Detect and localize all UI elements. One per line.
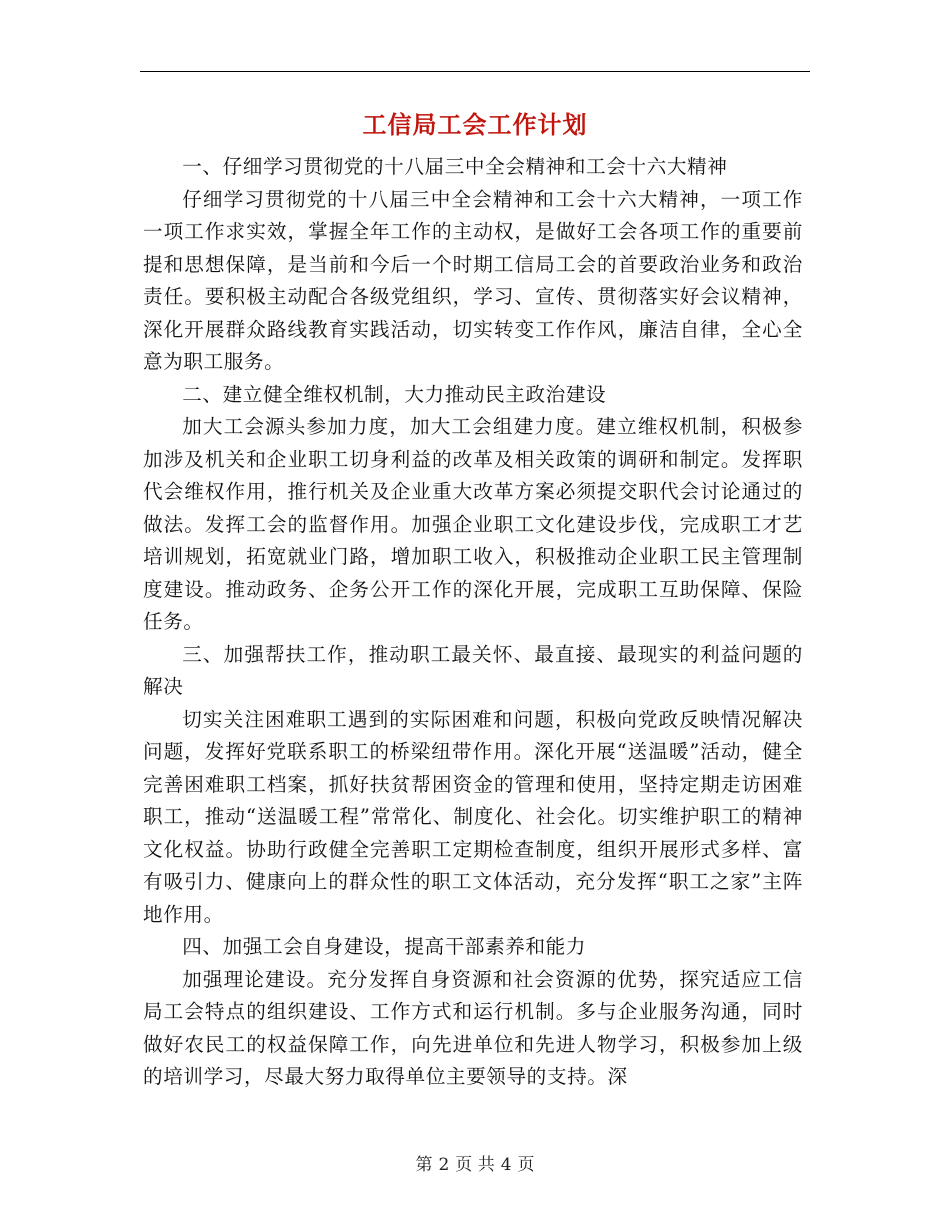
section-paragraph-1: 仔细学习贯彻党的十八届三中全会精神和工会十六大精神，一项工作一项工作求实效，掌握全年工作的主动权，是做好工会各项工作的重要前提和思想保障，是当前和今后一个时期工信局工会的首要政治业务和政治责任。要积极主动配合各级党组织，学习、宣传、贯彻落实好会议精神，深化开展群众路线教育实践活动，切实转变工作作风，廉洁自律，全心全意为职工服务。 bbox=[143, 187, 803, 373]
page-footer bbox=[0, 1153, 950, 1177]
header-rule bbox=[140, 71, 810, 72]
footer-page-number: 2 bbox=[438, 1155, 450, 1175]
section-heading-2: 二、建立健全维权机制，大力推动民主政治建设 bbox=[182, 382, 607, 406]
document-body bbox=[143, 151, 803, 1094]
footer-total-pages: 4 bbox=[500, 1155, 512, 1175]
footer-suffix: 页 bbox=[517, 1155, 535, 1175]
section-heading-3: 三、加强帮扶工作，推动职工最关怀、最直接、最现实的利益问题的解决 bbox=[143, 642, 803, 698]
footer-prefix: 第 bbox=[415, 1155, 433, 1175]
section-paragraph-3: 切实关注困难职工遇到的实际困难和问题，积极向党政反映情况解决问题，发挥好党联系职工的桥梁纽带作用。深化开展“送温暖”活动，健全完善困难职工档案，抓好扶贫帮困资金的管理和使用，坚持定期走访困难职工，推动“送温暖工程”常常化、制度化、社会化。切实维护职工的精神文化权益。协助行政健全完善职工定期检查制度，组织开展形式多样、富有吸引力、健康向上的群众性的职工文体活动，充分发挥“职工之家”主阵地作用。 bbox=[143, 707, 803, 926]
document-title: 工信局工会工作计划 bbox=[362, 110, 588, 139]
section-heading-4: 四、加强工会自身建设，提高干部素养和能力 bbox=[182, 935, 587, 958]
section-heading-1: 一、仔细学习贯彻党的十八届三中全会精神和工会十六大精神 bbox=[182, 155, 728, 178]
section-paragraph-2: 加大工会源头参加力度，加大工会组建力度。建立维权机制，积极参加涉及机关和企业职工切身利益的改革及相关政策的调研和制定。发挥职代会维权作用，推行机关及企业重大改革方案必须提交职代会讨论通过的做法。发挥工会的监督作用。加强企业职工文化建设步伐，完成职工才艺培训规划，拓宽就业门路，增加职工收入，积极推动企业职工民主管理制度建设。推动政务、企务公开工作的深化开展，完成职工互助保障、保险任务。 bbox=[143, 415, 803, 633]
section-paragraph-4: 加强理论建设。充分发挥自身资源和社会资源的优势，探究适应工信局工会特点的组织建设、工作方式和运行机制。多与企业服务沟通，同时做好农民工的权益保障工作，向先进单位和先进人物学习，积极参加上级的培训学习，尽最大努力取得单位主要领导的支持。深 bbox=[143, 967, 803, 1088]
footer-middle: 页 共 bbox=[455, 1155, 495, 1175]
